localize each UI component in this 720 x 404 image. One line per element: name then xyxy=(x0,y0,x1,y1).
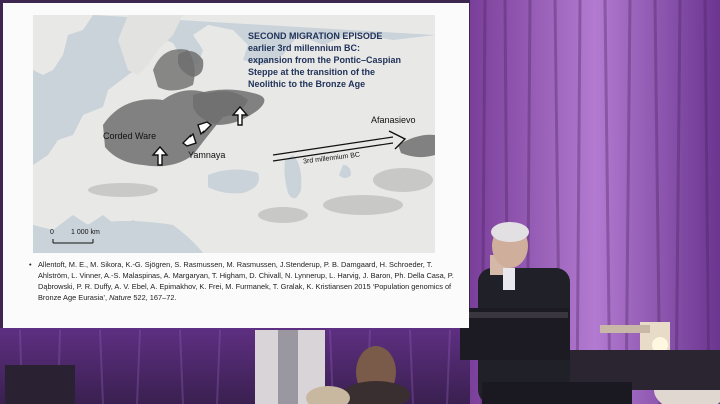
chair xyxy=(5,365,75,404)
projected-slide xyxy=(3,3,469,328)
citation-bullet: • xyxy=(29,260,32,269)
yamnaya-label: Yamnaya xyxy=(188,150,226,160)
title-line: Steppe at the transition of the xyxy=(248,67,376,77)
citation-pages: 522, 167–72. xyxy=(133,293,177,302)
afanasievo-label: Afanasievo xyxy=(371,115,416,125)
arrow-label: 3rd millennium BC xyxy=(302,151,361,166)
scale-zero: 0 xyxy=(50,229,54,236)
citation-journal: Nature xyxy=(109,293,132,302)
title-line: expansion from the Pontic–Caspian xyxy=(248,55,402,65)
title-line: SECOND MIGRATION EPISODE xyxy=(248,31,383,41)
citation-authors: Allentoft, M. E., M. Sikora, K.-G. Sjögren, S. Rasmussen, M. Rasmussen, J.Stenderup, P. B. Damgaard, H. Schroeder, T. Ahlström, L. Vinner, A.-S. Malaspinas, A. Margaryan, T. Higham, D. Chivall, N. Lynnerup, L. Harvig, J. Baron, Ph. Della Casa, P. Dąbrowski, P. R. Duffy, A. V. Ebel, A. Epimakhov, K. Frei, M. Furmanek, T. Gralak, K. Kristiansen 2015 ‘Population genomics of Bronze Age Eurasia’, xyxy=(38,260,454,302)
slide-title xyxy=(248,30,448,90)
title-line: Neolithic to the Bronze Age xyxy=(248,79,366,89)
citation xyxy=(29,259,463,303)
corded-ware-label: Corded Ware xyxy=(103,131,157,141)
scale-length: 1 000 km xyxy=(71,229,100,236)
title-line: earlier 3rd millennium BC: xyxy=(248,43,361,53)
